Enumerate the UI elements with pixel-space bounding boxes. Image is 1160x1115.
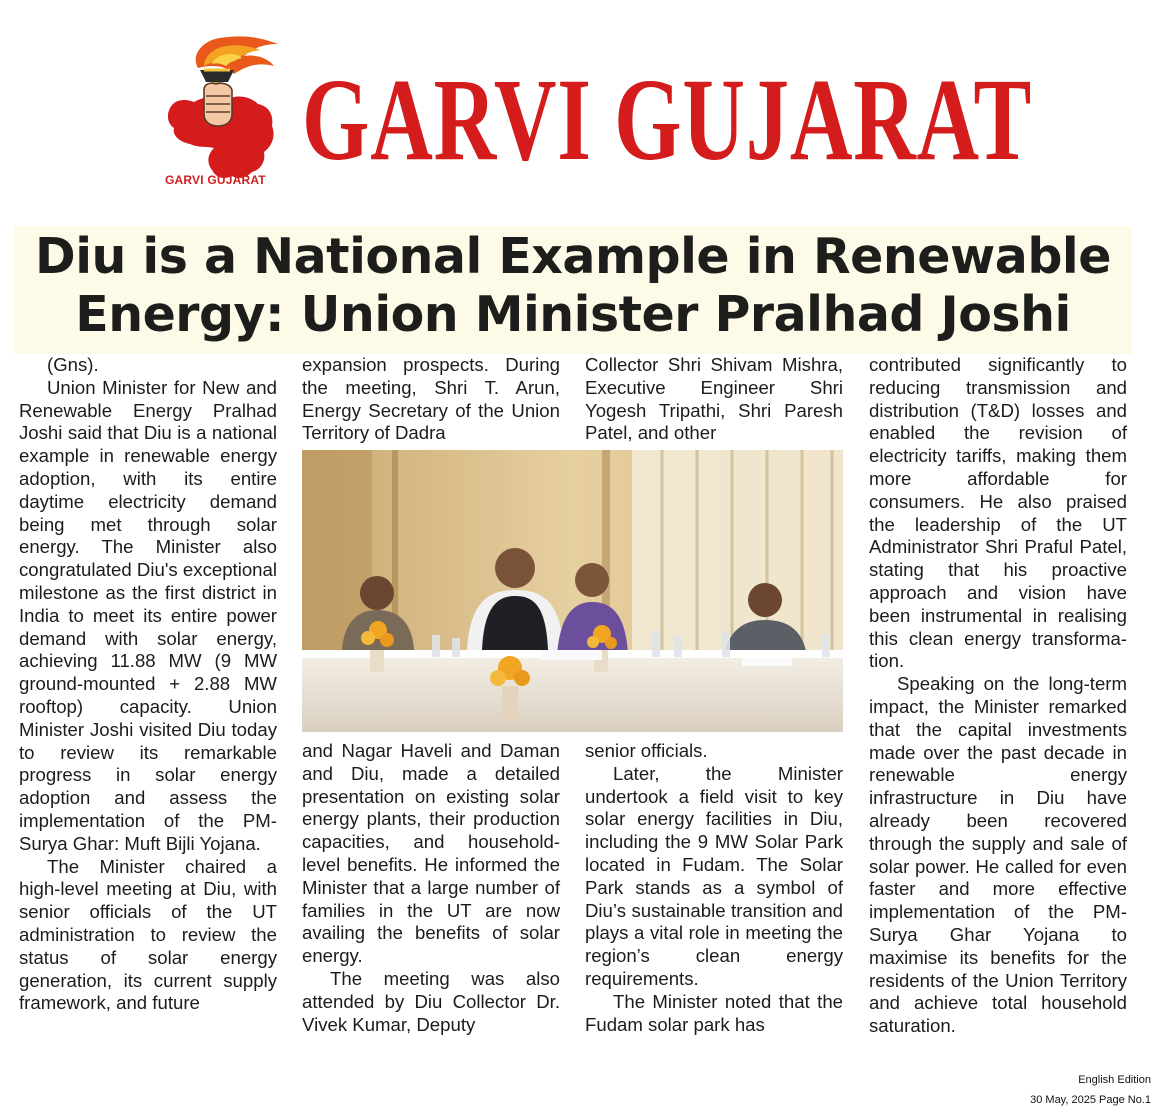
- article-headline: Diu is a National Example in Renewable Energy: Union Minister Pralhad Joshi: [35, 228, 1111, 343]
- meeting-photo: [302, 450, 843, 732]
- paragraph: contributed significantly to reducing transmission and distribution (T&D) losses and enabled the revision of electricity tariffs, making them more affordable for consumers. He also praised the leadership of the UT Administrator Shri Praful Patel, stating that his proactive approach and vision have been instrumental in realising this clean energy transformation.: [869, 354, 1127, 672]
- torch-map-logo: [160, 30, 290, 190]
- paragraph: Collector Shri Shivam Mishra, Executive Engineer Shri Yogesh Tripathi, Shri Paresh Patel, and other: [585, 354, 843, 444]
- paragraph: The Minister chaired a high-level meeting at Diu, with senior officials of the UT administration to review the status of solar energy generation, its current supply framework, and future: [19, 855, 277, 1014]
- meeting-photo-illustration: [302, 450, 843, 732]
- date-page-label: 30 May, 2025 Page No.1: [1030, 1094, 1151, 1106]
- paragraph: The Minister noted that the Fudam solar park has: [585, 990, 843, 1035]
- paragraph: expansion prospects. During the meeting, Shri T. Arun, Energy Secretary of the Union Territory of Dadra: [302, 354, 560, 444]
- dateline: (Gns).: [47, 354, 99, 375]
- paragraph: Speaking on the long-term impact, the Minister remarked that the capital investments made over the past decade in renewable energy infrastructure in Diu have already been recovered through the supply and sale of solar power. He called for even faster and more effective implementation of the PM-Surya Ghar Yojana to maximise its benefits for the residents of the Union Territory and achieve total household saturation.: [869, 673, 1127, 1037]
- paragraph: The meeting was also attended by Diu Collector Dr. Vivek Kumar, Deputy: [302, 967, 560, 1035]
- article-column-4: [869, 354, 1127, 1066]
- paragraph: and Nagar Haveli and Daman and Diu, made a detailed presentation on existing solar energy plants, their production capacities, and household-level benefits. He informed the Minister that a large number of families in the UT are now availing the benefits of solar energy.: [302, 740, 560, 967]
- article-column-3-bottom: [585, 740, 843, 1066]
- article-column-2-top: [302, 354, 560, 448]
- paragraph: senior officials.: [585, 740, 708, 761]
- page-footer: [1030, 1070, 1151, 1110]
- masthead: [0, 0, 1160, 222]
- article-column-1: [19, 354, 277, 1066]
- article-column-2-bottom: [302, 740, 560, 1066]
- edition-label: English Edition: [1078, 1074, 1151, 1086]
- paragraph: Later, the Minister undertook a field visit to key solar energy facilities in Diu, including the 9 MW Solar Park located in Fudam. The Solar Park stands as a symbol of Diu’s sustainable transition and plays a vital role in meeting the region’s clean energy requirements.: [585, 762, 843, 989]
- logo-caption: GARVI GUJARAT: [165, 173, 266, 187]
- paragraph: Union Minister for New and Renewable Energy Pralhad Joshi said that Diu is a national example in renewable energy adoption, with its entire daytime electricity demand being met through solar energy. The Minister also congratulated Diu's exceptional milestone as the first district in India to meet its entire power demand with solar energy, achieving 11.88 MW (9 MW ground-mounted + 2.88 MW rooftop) capacity. Union Minister Joshi visited Diu today to review its remarkable progress in solar energy adoption and assess the implementation of the PM-Surya Ghar: Muft Bijli Yojana.: [19, 376, 277, 854]
- article-column-3-top: [585, 354, 843, 448]
- newspaper-title: GARVI GUJARAT: [302, 54, 1033, 185]
